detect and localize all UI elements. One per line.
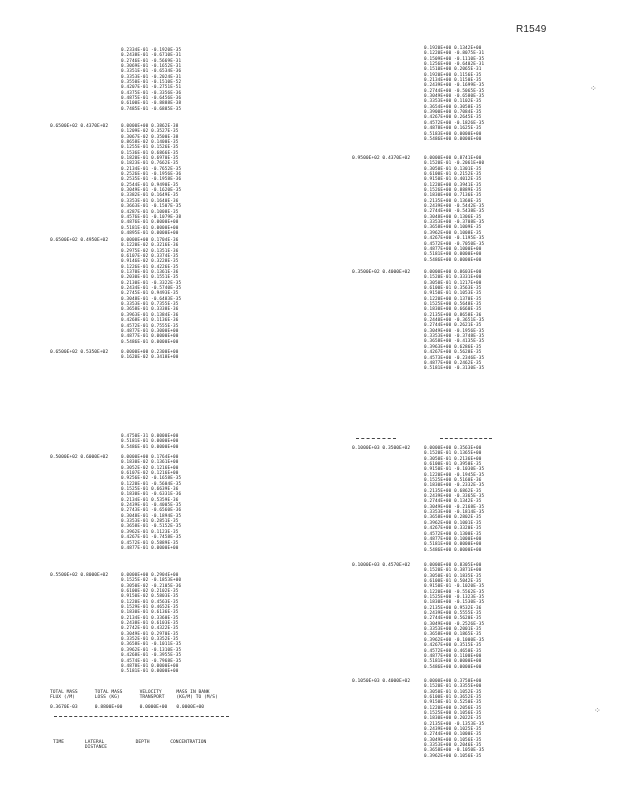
data-row: 0.4375E-01 -0.3356E-36 (121, 90, 182, 96)
run-header: 0.5500E+02 0.8000E+02 (50, 573, 109, 578)
data-row: 0.1823E-01 0.7662E-35 (121, 161, 179, 167)
data-row: 0.5181E-01 0.0000E+00 (121, 439, 179, 445)
data-row: 0.1536E-01 0.6866E-35 (121, 150, 179, 156)
data-row: 0.2743E-01 -0.6560E-36 (121, 508, 182, 514)
data-rows (121, 350, 178, 361)
data-row: 0.2135E+00 0.1360E-35 (424, 198, 482, 204)
data-row: 0.1525E+00 -0.1323E-35 (424, 595, 485, 601)
data-row: 0.3962E-01 -0.1310E-35 (121, 647, 182, 653)
data-row: 0.2130E-01 -0.3322E-35 (121, 280, 182, 286)
data-row: 0.1525E+00 0.1056E-35 (424, 711, 482, 717)
data-row: 0.3351E-01 -0.6534E-36 (121, 69, 182, 75)
data-row: 0.3900E+00 0.7084E-35 (424, 110, 482, 116)
data-rows (121, 455, 181, 551)
run-header: 0.1000E+03 0.4570E+02 (352, 563, 411, 568)
data-rows (121, 48, 181, 112)
data-row: 0.3049E+00 -0.2168E-35 (424, 504, 485, 510)
data-row: 0.3069E-01 -0.1652E-31 (121, 64, 182, 70)
data-row: 0.3050E-01 0.1835E-35 (424, 573, 482, 579)
data-row: 0.1830E-01 -0.6331E-36 (121, 492, 182, 498)
summary-header: TRANSPORT (139, 695, 165, 701)
data-row: 0.3049E+00 -0.6580E-35 (424, 94, 485, 100)
data-row: 0.4287E-01 0.1008E-35 (121, 209, 179, 215)
data-row: 0.5486E+00 0.0000E+00 (424, 547, 482, 553)
data-row: 0.6100E-01 0.3563E-35 (424, 286, 482, 292)
data-row: 0.1256E+00 -0.6402E-31 (424, 62, 485, 68)
data-row: 0.4267E+00 0.3515E-35 (424, 643, 482, 649)
data-row: 0.3049E-01 -0.1620E-35 (121, 188, 182, 194)
data-row: 0.2439E+00 -0.5442E-35 (424, 204, 485, 210)
data-row: 0.1525E+00 0.5648E-35 (424, 302, 482, 308)
footer-concentration: CONCENTRATION (170, 740, 207, 745)
data-row: 0.1510E+00 0.2065E-31 (424, 67, 482, 73)
data-row: 0.2134E+00 0.1150E-35 (424, 78, 482, 84)
data-row: 0.5181E+00 0.0000E+00 (424, 659, 482, 665)
data-row: 0.3353E+00 -0.1814E-35 (424, 510, 485, 516)
summary-header: TOTAL MASS (94, 690, 123, 695)
data-row: 0.4878E+00 0.1625E-35 (424, 126, 482, 132)
data-row: 0.8658E-02 0.1400E-35 (121, 140, 179, 146)
data-row: 0.1830E-01 0.6136E-35 (121, 610, 179, 616)
data-row: 0.2438E-01 0.6103E-35 (121, 621, 179, 627)
run-header: 0.6500E+02 0.5350E+02 (50, 350, 109, 355)
data-row: 0.1220E+00 0.2056E-35 (424, 705, 482, 711)
summary-value: 0.3670E-03 (50, 704, 78, 710)
data-row: 0.3658E-01 -0.5152E-35 (121, 524, 182, 530)
data-row: 0.1920E+00 0.1156E-35 (424, 72, 482, 78)
data-row: 0.3658E+00 -0.4135E-35 (424, 339, 485, 345)
data-row: 0.9150E-01 0.4012E-35 (424, 177, 482, 183)
data-row: 0.0000E+00 0.3750E+00 (424, 679, 482, 684)
data-row: 0.4572E+00 -0.1826E-35 (424, 120, 485, 126)
data-rows (424, 46, 484, 142)
summary-header: TOTAL MASS (50, 690, 78, 695)
data-row: 0.3353E+00 0.1102E-35 (424, 99, 482, 105)
data-row: 0.9146E-02 0.3228E-35 (121, 259, 179, 265)
data-row: 0.3658E+00 0.2802E-35 (424, 515, 482, 521)
data-row: 0.2134E-01 0.3360E-35 (121, 615, 179, 621)
data-row: 0.1220E+00 0.1370E-35 (424, 296, 482, 302)
data-row: 0.3353E-01 0.1640E-36 (121, 198, 179, 204)
data-row: 0.3050E-01 0.1052E-35 (424, 689, 482, 695)
data-row: 0.5183E+00 0.0000E+00 (424, 131, 482, 137)
data-row: 0.2134E-01 -0.7652E-35 (121, 166, 182, 172)
data-row: 0.3048E-01 -0.1894E-35 (121, 513, 182, 519)
data-row: 0.1520E-01 0.3355E+00 (424, 684, 482, 690)
data-rows (424, 156, 484, 263)
data-row: 0.5181E-01 0.0000E+00 (121, 225, 179, 231)
data-row: 0.1209E-02 0.3527E-35 (121, 129, 179, 135)
data-row: 0.3049E+00 -0.2526E-35 (424, 621, 485, 627)
data-row: 0.4576E-01 -0.1079E-38 (121, 214, 182, 220)
footer-depth: DEPTH (135, 740, 150, 745)
data-row: 0.1370E-01 0.1361E-36 (121, 270, 179, 276)
data-row: 0.0000E+00 0.1764E+00 (121, 455, 179, 460)
data-row: 0.4750E-31 0.0000E+00 (121, 434, 179, 439)
data-row: 0.2135E+00 0.6862E-35 (424, 488, 482, 494)
data-row: 0.9150E-01 -0.1020E-35 (424, 584, 485, 590)
data-row: 0.1220E+00 0.3941E-35 (424, 182, 482, 188)
data-row: 0.5181E+00 -0.3130E-35 (424, 366, 485, 372)
data-rows (424, 563, 484, 670)
data-row: 0.1220E-02 0.3216E-36 (121, 243, 179, 249)
summary-header: LOSS (KG) (94, 695, 120, 701)
data-row: 0.3658E-01 -0.1011E-35 (121, 642, 182, 648)
data-row: 0.4877E-01 0.0000E+00 (121, 545, 179, 551)
data-row: 0.1220E+00 -0.8075E-31 (424, 51, 485, 57)
data-row: 0.3353E-01 0.2851E-35 (121, 519, 179, 525)
data-row: 0.0000E+00 0.1704E-36 (121, 238, 179, 243)
data-row: 0.2526E-01 -0.1956E-36 (121, 172, 182, 178)
footer-lateral-distance: LATERAL DISTANCE (84, 740, 107, 750)
data-row: 0.2975E-02 0.1351E-36 (121, 248, 179, 254)
data-row: 0.1830E+00 0.2022E-35 (424, 716, 482, 722)
data-row: 0.6100E-01 -0.8888E-38 (121, 101, 182, 107)
data-row: 0.3658E+00 0.1009E-35 (424, 225, 482, 231)
data-row: 0.2744E+00 -0.5065E-35 (424, 88, 485, 94)
data-row: 0.9256E-02 -0.1658E-35 (121, 476, 182, 482)
data-row: 0.1830E+00 0.7136E-35 (424, 193, 482, 199)
data-row: 0.5181E+00 0.0000E+00 (424, 542, 482, 548)
data-row: 0.3050E-01 0.1217E+00 (424, 280, 482, 286)
data-row: 0.4877E-01 0.3000E+00 (121, 328, 179, 334)
data-row: 0.3352E-01 0.3352E-35 (121, 637, 179, 643)
data-row: 0.2744E+00 0.5620E-35 (424, 616, 482, 622)
data-row: 0.3049E+00 0.1056E-35 (424, 737, 482, 743)
data-row: 0.4572E-01 0.5889E-35 (121, 540, 179, 546)
data-row: 0.3353E+00 0.2046E-35 (424, 743, 482, 749)
data-row: 0.1820E-01 0.6970E-35 (121, 156, 179, 162)
data-row: 0.1220E-01 0.4563E-35 (121, 599, 179, 605)
data-row: 0.5486E-01 0.0000E+00 (121, 444, 179, 450)
data-row: 0.1620E-02 0.3418E+00 (121, 355, 179, 361)
data-row: 0.2134E-01 0.5359E-36 (121, 497, 179, 503)
data-row: 0.9150E-02 0.5803E-35 (121, 594, 179, 600)
data-rows (121, 573, 181, 675)
data-row: 0.1520E-01 0.1365E+00 (424, 451, 482, 457)
data-row: 0.2744E+00 0.1000E-35 (424, 732, 482, 738)
data-row: 0.2030E-01 0.1551E-35 (121, 275, 179, 281)
data-row: 0.2135E+00 0.8658E-36 (424, 312, 482, 318)
data-row: 0.1520E-01 0.3331E+00 (424, 275, 482, 281)
data-row: 0.3962E+00 0.1056E-35 (424, 753, 482, 759)
run-header: 0.6500E+02 0.4950E+02 (50, 238, 109, 243)
data-row: 0.1529E-01 0.4652E-35 (121, 605, 179, 611)
data-row: 0.1220E-01 -0.5604E-35 (121, 481, 182, 487)
data-row: 0.3353E+00 -0.3748E-35 (424, 334, 485, 340)
data-row: 0.3382E-01 0.1649E-35 (121, 193, 179, 199)
data-row: 0.4207E-01 -0.2751E-51 (121, 85, 182, 91)
data-row: 0.4572E+00 0.4650E-35 (424, 648, 482, 654)
data-row: 0.0000E+00 0.3563E+00 (424, 446, 482, 451)
run-header: 0.9500E+02 0.4370E+02 (352, 156, 411, 161)
data-row: 0.6100E-01 0.3652E-35 (424, 695, 482, 701)
data-row: 0.9150E-01 0.5250E-35 (424, 700, 482, 706)
data-row: 0.2742E-01 0.4322E-35 (121, 626, 179, 632)
data-row: 0.1255E-01 0.1526E-35 (121, 145, 179, 151)
data-row: 0.2535E-01 -0.1958E-36 (121, 177, 182, 183)
data-rows (121, 434, 178, 450)
data-row: 0.0000E+00 0.8603E+00 (424, 270, 482, 275)
data-row: 0.3962E+00 -0.1000E-35 (424, 637, 485, 643)
summary-header: MASS IN BANK (176, 690, 210, 695)
data-row: 0.4267E+00 0.2645E-35 (424, 115, 482, 121)
data-row: 0.6107E-02 0.1216E+00 (121, 471, 179, 477)
data-row: 0.2439E+00 -0.3365E-35 (424, 494, 485, 500)
data-row: 0.1226E-01 0.4226E-35 (121, 264, 179, 270)
data-row: 0.2135E+00 0.9532E-36 (424, 605, 482, 611)
separator-dash (440, 438, 492, 439)
data-row: 0.5486E+00 0.0000E+00 (424, 136, 482, 142)
separator-dash (54, 716, 229, 717)
summary-header: (KG/M) TO (M/S) (176, 695, 218, 701)
data-row: 0.2745E-01 0.9493E-35 (121, 291, 179, 297)
data-row: 0.3962E+00 0.1008E-35 (424, 230, 482, 236)
data-row: 0.5486E+00 0.0000E+00 (424, 664, 482, 670)
data-row: 0.1830E+00 0.6660E-35 (424, 307, 482, 313)
data-row: 0.9150E-01 -0.1030E-35 (424, 467, 485, 473)
data-row: 0.1830E-02 0.1361E+00 (121, 460, 179, 466)
run-header: 0.1000E+03 0.3500E+02 (352, 446, 411, 451)
data-row: 0.6100E-01 0.2152E-35 (424, 172, 482, 178)
summary-value: 0.0000E+00 (139, 704, 168, 710)
data-row: 0.4877E-01 0.0000E+00 (121, 334, 179, 340)
data-row: 0.4572E+00 -0.7050E-35 (424, 241, 485, 247)
data-row: 0.3353E-01 -0.2024E-31 (121, 74, 182, 80)
data-row: 0.2438E-01 -0.6710E-31 (121, 53, 182, 59)
data-row: 0.4877E+00 0.2462E-35 (424, 360, 482, 366)
data-row: 0.1526E+00 0.8889E-35 (424, 188, 482, 194)
data-row: 0.4573E+00 -0.2346E-35 (424, 355, 485, 361)
data-row: 0.6100E-01 0.3950E-35 (424, 462, 482, 468)
data-row: 0.3962E-01 0.1123E-35 (121, 529, 179, 535)
data-row: 0.1830E+00 -0.1530E-35 (424, 600, 485, 606)
data-row: 0.3962E+00 0.1001E-35 (424, 520, 482, 526)
data-row: 0.1920E+00 0.1342E+00 (424, 46, 482, 51)
data-row: 0.1525E-02 -0.1853E+00 (121, 578, 182, 584)
data-row: 0.0000E+00 0.8741E+00 (424, 156, 482, 161)
data-row: 0.3067E-02 0.3500E-38 (121, 134, 179, 140)
data-row: 0.0000E+00 0.2904E+00 (121, 573, 179, 578)
data-row: 0.1525E-01 0.6639E-36 (121, 487, 179, 493)
data-row: 0.3658E+00 0.1865E-35 (424, 632, 482, 638)
data-row: 0.4267E+00 0.5628E-35 (424, 350, 482, 356)
scan-artifact: ⁘ (590, 84, 597, 93)
run-header: 0.3500E+02 0.4000E+02 (352, 270, 411, 275)
data-row: 0.3550E-01 -0.1510E-52 (121, 80, 182, 86)
data-row: 0.4268E-01 -0.3955E-35 (121, 653, 182, 659)
data-row: 0.5486E-01 0.0000E+00 (121, 339, 179, 345)
data-rows (121, 124, 181, 236)
data-row: 0.4267E+00 0.3320E-35 (424, 526, 482, 532)
data-row: 0.1220E+00 -0.1945E-35 (424, 472, 485, 478)
data-row: 0.3663E-01 -0.1507E-35 (121, 204, 182, 210)
data-row: 0.3052E-02 0.1216E+00 (121, 465, 179, 471)
data-row: 0.4267E-01 -0.7458E-35 (121, 535, 182, 541)
data-row: 0.4572E-01 0.7555E-35 (121, 323, 179, 329)
summary-value: 0.8800E+00 (94, 704, 123, 710)
data-row: 0.3353E+00 -0.3708E-35 (424, 220, 485, 226)
separator-dash (356, 438, 396, 439)
data-row: 0.3963E+00 0.6286E-35 (424, 344, 482, 350)
data-row: 0.3658E-01 0.3338E-36 (121, 307, 179, 313)
data-row: 0.0000E+00 0.3862E-38 (121, 124, 179, 129)
data-row: 0.1220E+00 -0.5562E-35 (424, 589, 485, 595)
data-rows (121, 238, 181, 345)
data-row: 0.2439E+00 0.1025E-35 (424, 727, 482, 733)
data-row: 0.3049E+00 -0.1956E-35 (424, 328, 485, 334)
data-row: 0.1509E+00 -0.1110E-35 (424, 56, 485, 62)
data-row: 0.4877E+00 0.1100E+00 (424, 653, 482, 659)
data-row: 0.3963E-01 0.1384E-36 (121, 312, 179, 318)
data-row: 0.3049E-01 0.2970E-35 (121, 631, 179, 637)
data-row: 0.4267E+00 -0.1195E-35 (424, 236, 485, 242)
footer-time: TIME (53, 740, 65, 745)
data-row: 0.1830E+00 -0.2332E-35 (424, 483, 485, 489)
run-header: 0.1050E+03 0.4000E+02 (352, 679, 411, 684)
scan-artifact: ⁘ (594, 706, 601, 715)
data-row: 0.3353E+00 0.2001E-35 (424, 627, 482, 633)
data-row: 0.2439E+00 -0.1699E-35 (424, 83, 485, 89)
data-row: 0.4268E-01 0.1136E-36 (121, 318, 179, 324)
data-row: 0.3048E-01 -0.6483E-35 (121, 296, 182, 302)
data-row: 0.7485E-01 -0.6885E-35 (121, 106, 182, 112)
data-row: 0.0000E+00 0.8305E+00 (424, 563, 482, 568)
data-row: 0.4876E-01 0.0000E+00 (121, 220, 179, 226)
data-row: 0.3050E-02 -0.2105E-36 (121, 583, 182, 589)
data-row: 0.2744E+00 0.2621E-35 (424, 323, 482, 329)
data-row: 0.5181E-01 0.0000E+00 (121, 669, 179, 675)
data-row: 0.4572E+00 0.1300E-35 (424, 531, 482, 537)
data-row: 0.1520E-01 0.3871E+00 (424, 568, 482, 574)
summary-header: FLUX (/M) (50, 695, 75, 701)
data-row: 0.2334E-01 -0.1920E-35 (121, 48, 182, 53)
data-rows (424, 679, 484, 759)
run-header: 0.6500E+02 0.4370E+02 (50, 124, 109, 129)
data-row: 0.2439E+00 0.5555E-35 (424, 611, 482, 617)
data-row: 0.2434E-01 -0.5740E-35 (121, 286, 182, 292)
data-row: 0.3353E-01 0.7355E-35 (121, 302, 179, 308)
data-row: 0.1525E+00 0.5160E-36 (424, 478, 482, 484)
data-row: 0.3658E+00 -0.1050E-35 (424, 748, 485, 754)
data-row: 0.2439E-01 -0.4005E-35 (121, 503, 182, 509)
data-row: 0.2744E+00 0.1342E-35 (424, 499, 482, 505)
data-row: 0.3050E-01 0.1301E-35 (424, 166, 482, 172)
data-row: 0.2135E+00 -0.1353E-35 (424, 721, 485, 727)
run-header: 0.5000E+02 0.6000E+02 (50, 455, 109, 460)
data-row: 0.4875E-01 -0.6456E-36 (121, 96, 182, 102)
data-row: 0.6100E-01 0.5042E-35 (424, 579, 482, 585)
data-row: 0.4574E-01 -0.7968E-35 (121, 658, 182, 664)
data-row: 0.6100E-02 0.2102E-35 (121, 589, 179, 595)
data-row: 0.5181E+00 0.0000E+00 (424, 252, 482, 258)
data-row: 0.2440E+00 -0.3651E-35 (424, 318, 485, 324)
data-row: 0.2746E-01 -0.5669E-31 (121, 58, 182, 64)
data-row: 0.4877E+00 0.1000E+00 (424, 246, 482, 252)
data-row: 0.4877E+00 0.1000E+00 (424, 536, 482, 542)
data-rows (424, 446, 484, 553)
data-row: 0.9150E-01 0.1053E-35 (424, 291, 482, 297)
data-row: 0.2744E+00 -0.5438E-35 (424, 209, 485, 215)
page-id: R1549 (516, 24, 547, 35)
data-row: 0.3048E+00 0.1306E-35 (424, 214, 482, 220)
data-row: 0.0000E+00 0.2300E+00 (121, 350, 179, 355)
data-rows (424, 270, 484, 372)
data-row: 0.3654E+00 0.3058E-35 (424, 104, 482, 110)
data-row: 0.3050E-01 0.2136E+00 (424, 456, 482, 462)
column-footer (53, 740, 224, 750)
data-row: 0.2544E-01 0.9490E-35 (121, 182, 179, 188)
data-row: 0.1520E-01 -0.2061E+00 (424, 161, 485, 167)
data-row: 0.4878E-01 0.0000E+00 (121, 663, 179, 669)
data-row: 0.6107E-02 0.3374E-35 (121, 254, 179, 260)
data-row: 0.5486E+00 0.0000E+00 (424, 257, 482, 263)
summary-value: 0.0000E+00 (176, 704, 205, 710)
summary-block (50, 690, 226, 710)
summary-header: VELOCITY (139, 690, 162, 695)
data-row: 0.4895E-01 0.0000E+00 (121, 230, 179, 236)
